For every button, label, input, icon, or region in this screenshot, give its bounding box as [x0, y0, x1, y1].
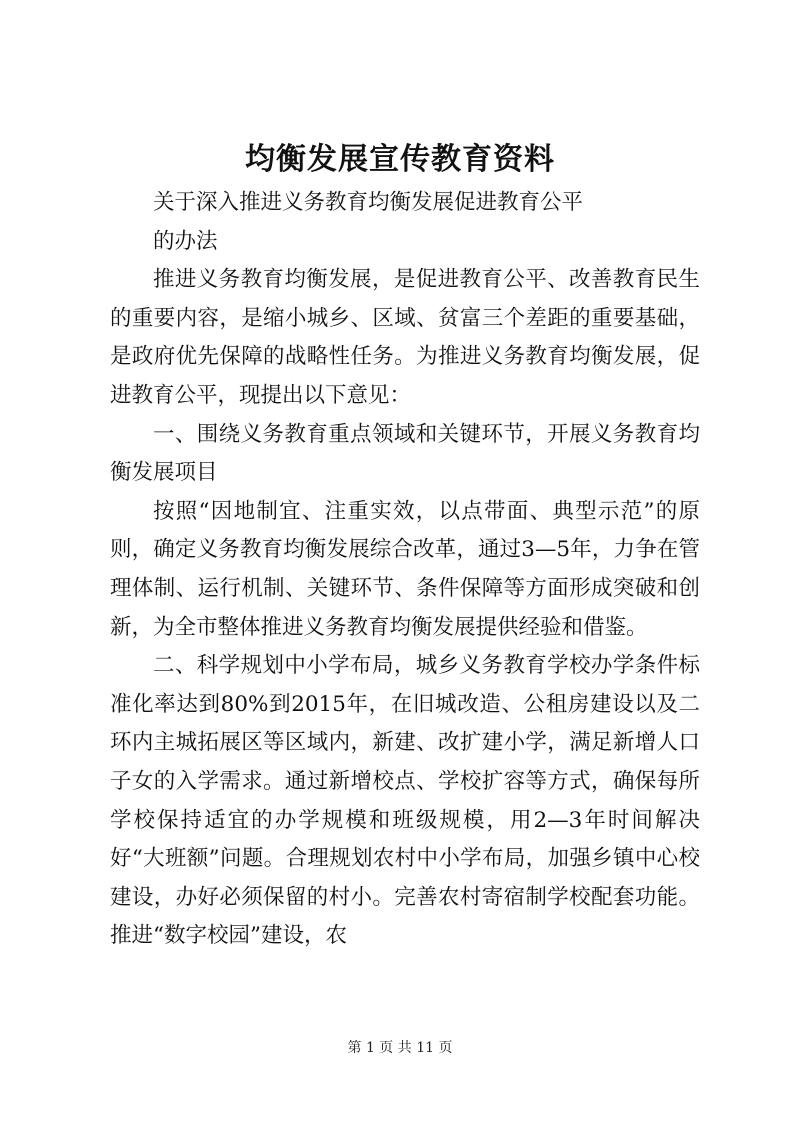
intro-paragraph: 推进义务教育均衡发展，是促进教育公平、改善教育民生的重要内容，是缩小城乡、区域、贫富三个差距的重要基础，是政府优先保障的战略性任务。为推进义务教育均衡发展，促进教育公平，现提出以下意见： — [110, 267, 700, 408]
section-heading-1: 一、围绕义务教育重点领域和关键环节，开展义务教育均衡发展项目 — [110, 421, 700, 486]
section-1-paragraph: 按照“因地制宜、注重实效，以点带面、典型示范”的原则，确定义务教育均衡发展综合改革，通过3—5年，力争在管理体制、运行机制、关键环节、条件保障等方面形成突破和创新，为全市整体推进义务教育均衡发展提供经验和借鉴。 — [110, 498, 700, 640]
section-2-paragraph: 二、科学规划中小学布局，城乡义务教育学校办学条件标准化率达到80%到2015年，在旧城改造、公租房建设以及二环内主城拓展区等区域内，新建、改扩建小学，满足新增人口子女的入学需求。通过新增校点、学校扩容等方式，确保每所学校保持适宜的办学规模和班级规模，用2—3年时间解决好“大班额”问题。合理规划农村中小学布局，加强乡镇中心校建设，办好必须保留的村小。完善农村寄宿制学校配套功能。推进“数字校园”建设，农 — [110, 653, 700, 949]
subtitle-line-2: 的办法 — [153, 228, 218, 254]
subtitle-line-1: 关于深入推进义务教育均衡发展促进教育公平 — [153, 190, 584, 215]
document-body — [110, 184, 700, 956]
document-title: 均衡发展宣传教育资料 — [245, 142, 555, 177]
page-number: 第 1 页 共 11 页 — [347, 1040, 453, 1056]
